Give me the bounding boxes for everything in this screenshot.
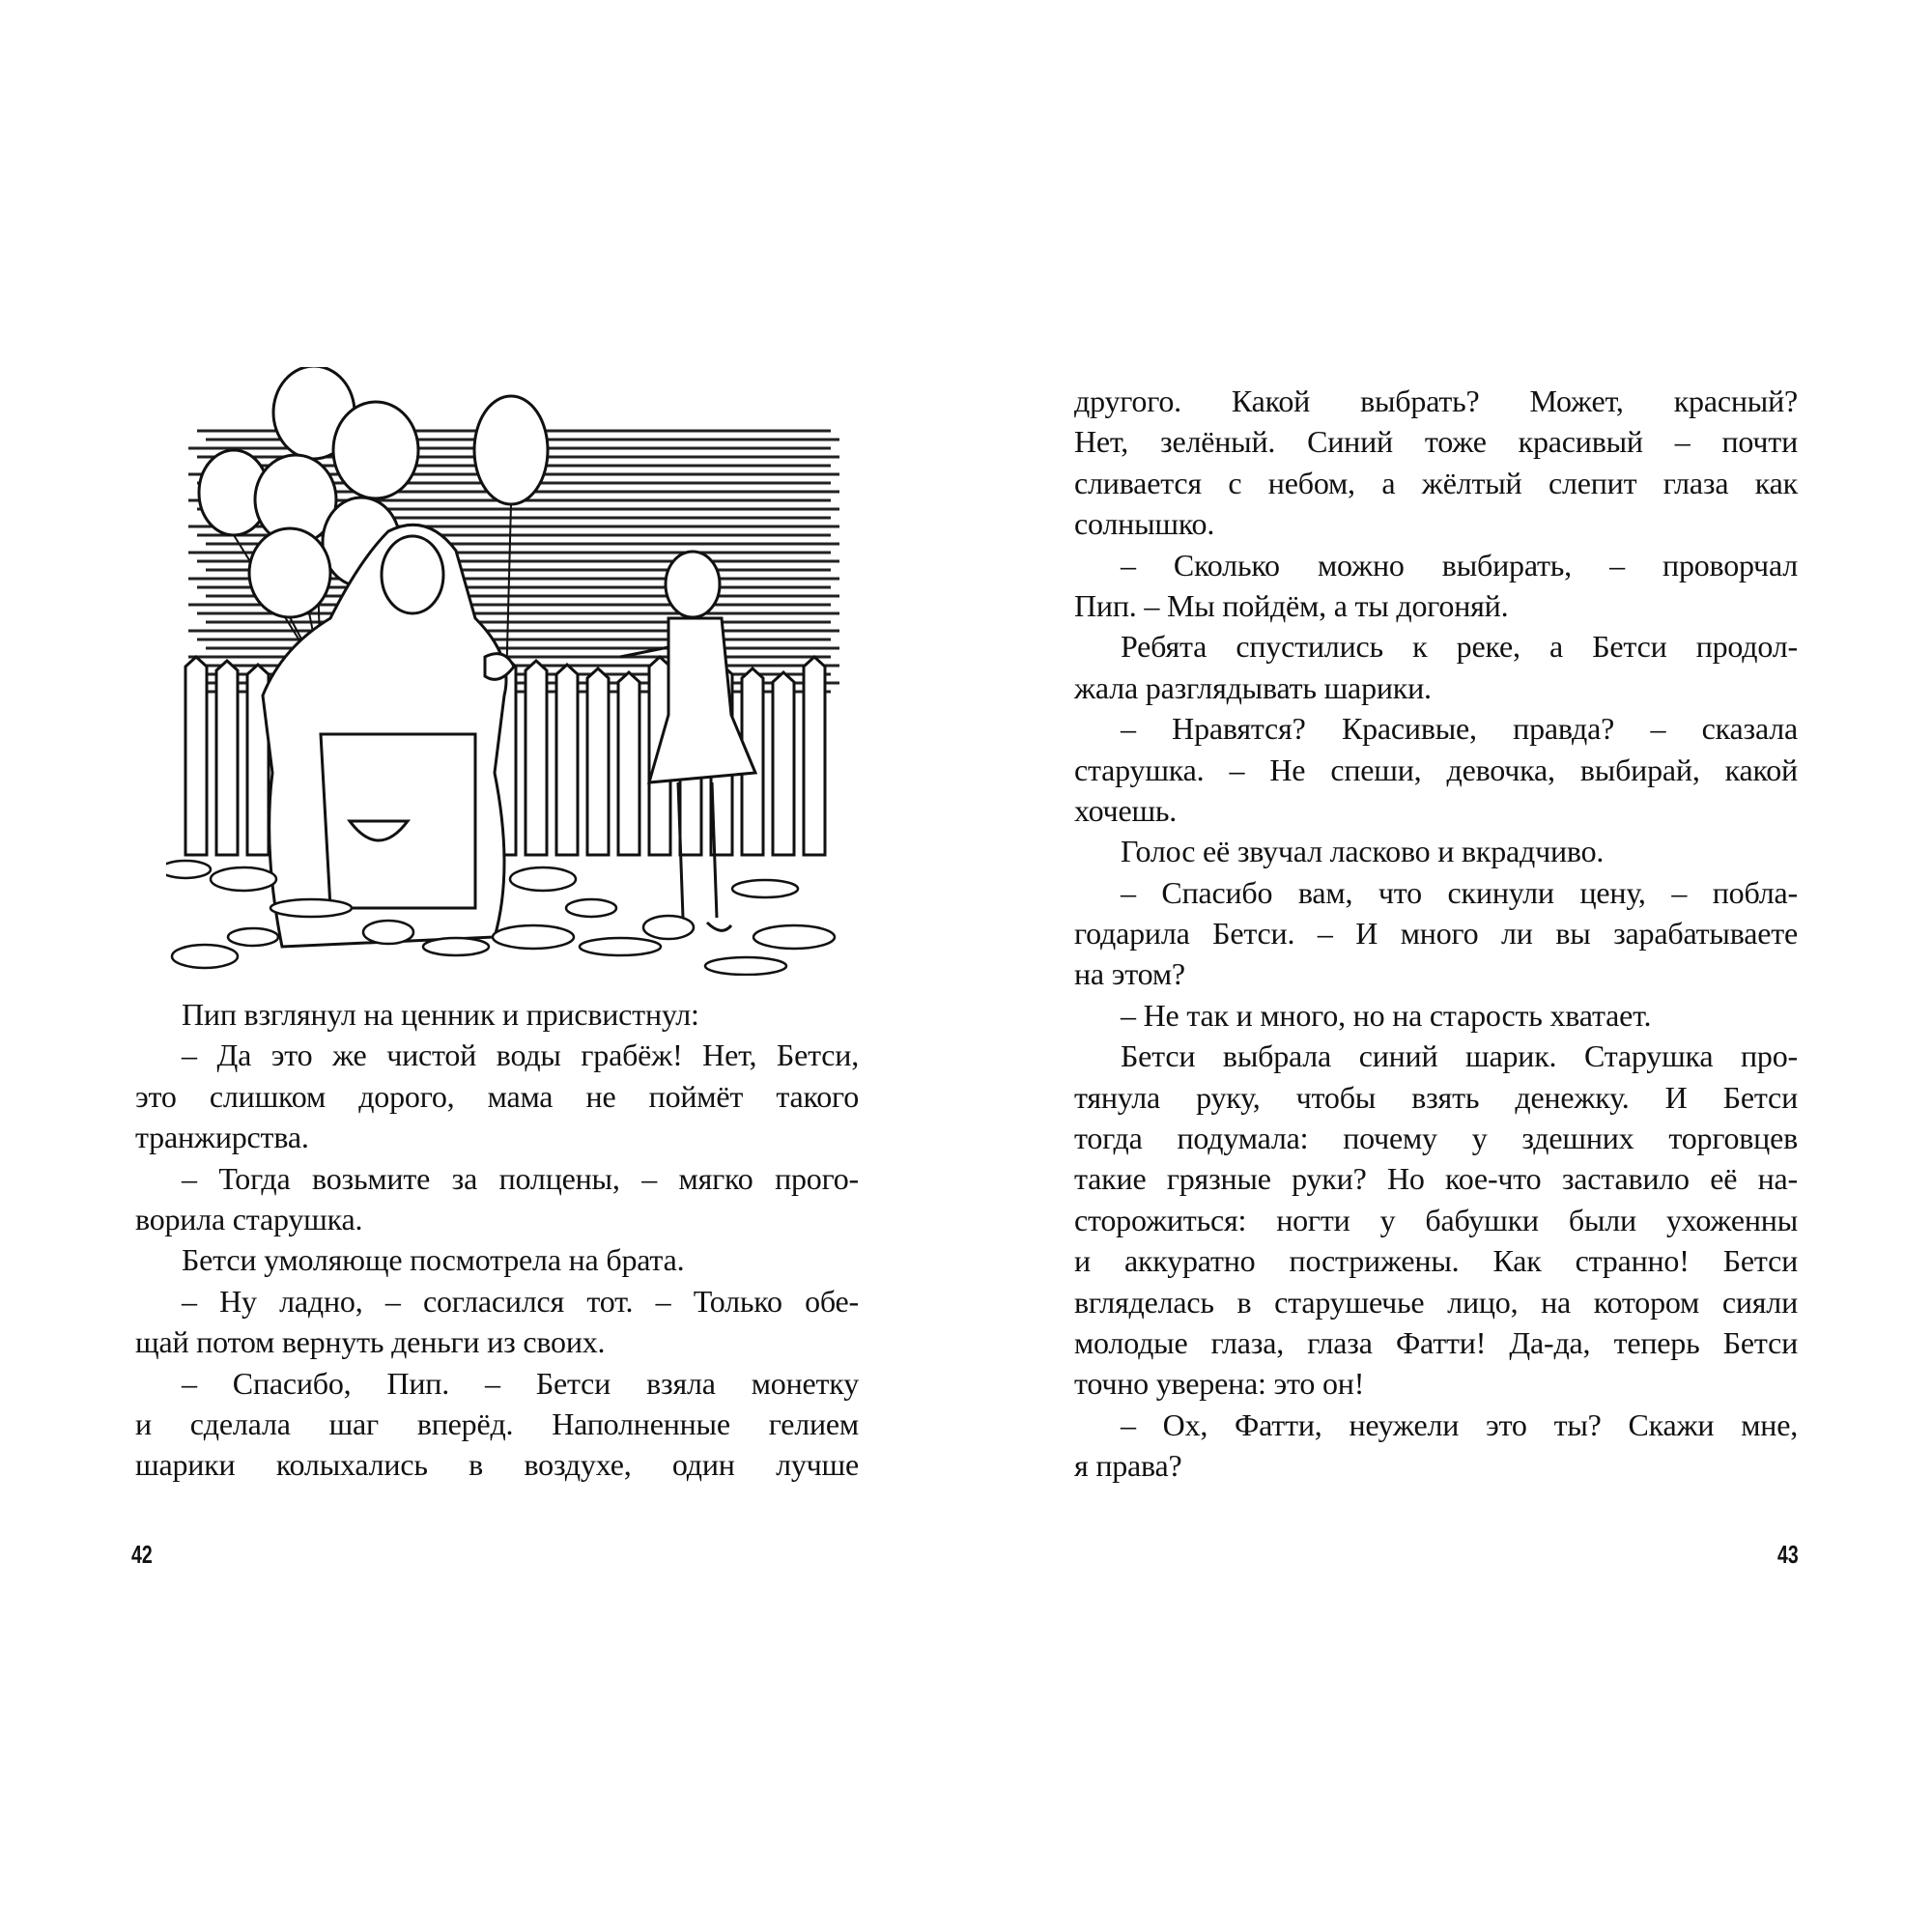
cobblestone [211,867,276,891]
text-line: молодые глаза, глаза Фатти! Да-да, теперь Бетси [1074,1324,1798,1360]
text-line: Бетси умоляюще посмотрела на брата. [182,1242,685,1278]
page-number-right: 43 [1777,1540,1799,1569]
balloon [249,528,330,617]
text-line: тянула руку, чтобы взять денежку. И Бетси [1074,1079,1798,1115]
text-line: Бетси выбрала синий шарик. Старушка про- [1121,1038,1798,1074]
text-line: – Да это же чистой воды грабёж! Нет, Бетси, [182,1037,859,1073]
cobblestone [270,899,352,917]
text-line: и аккуратно пострижены. Как странно! Бетси [1074,1243,1798,1279]
fence-board [804,657,825,855]
text-line: сторожиться: ногти у бабушки были ухоженны [1074,1202,1798,1237]
text-line: шарики колыхались в воздухе, один лучше [135,1447,859,1483]
text-line: хочешь. [1074,792,1178,828]
text-line: жала разглядывать шарики. [1074,669,1432,705]
text-line: Ребята спустились к реке, а Бетси продол- [1121,629,1798,665]
cobblestone [363,921,413,944]
cobblestone [423,938,489,955]
text-line: солнышко. [1074,506,1215,542]
right-page-text [1074,381,1798,1487]
text-line: вгляделась в старушечье лицо, на котором сияли [1074,1284,1798,1320]
text-line: и сделала шаг вперёд. Наполненные гелием [135,1406,859,1441]
text-line: – Ох, Фатти, неужели это ты? Скажи мне, [1121,1406,1798,1442]
cobblestone [643,916,694,939]
balloon [474,396,548,504]
text-line: Нет, зелёный. Синий тоже красивый – почти [1074,424,1798,460]
cobblestone [172,945,238,968]
text-line: – Сколько можно выбирать, – проворчал [1121,547,1798,582]
cobblestone [732,880,798,897]
text-line: годарила Бетси. – И много ли вы зарабатываете [1074,916,1798,952]
text-line: на этом? [1074,956,1185,992]
page-number-left: 42 [131,1540,153,1569]
text-line: – Тогда возьмите за полцены, – мягко прого- [182,1160,859,1196]
illustration-balloon-seller-and-girl [166,367,862,976]
text-line: – Спасибо вам, что скинули цену, – побла- [1121,874,1798,910]
text-line: точно уверена: это он! [1074,1366,1365,1402]
text-line: другого. Какой выбрать? Может, красный? [1074,384,1798,418]
cobblestone [510,867,576,891]
cobblestone [580,938,661,955]
text-line: это слишком дорого, мама не поймёт такого [135,1078,859,1114]
balloon [333,402,418,498]
text-line: ворила старушка. [135,1201,363,1236]
text-line: сливается с небом, а жёлтый слепит глаза как [1074,465,1798,500]
cobblestone [228,928,278,946]
cobblestone [493,925,574,949]
text-line: Пип взглянул на ценник и присвистнул: [182,997,699,1032]
fence-board [216,661,238,855]
text-line: Пип. – Мы пойдём, а ты догоняй. [1074,587,1509,623]
text-line: – Не так и много, но на старость хватает. [1121,997,1652,1033]
fence-board [618,672,639,855]
text-line: – Ну ладно, – согласился тот. – Только обе- [182,1283,859,1319]
fence-board [587,668,609,855]
text-line: транжирства. [135,1120,309,1155]
text-line: такие грязные руки? Но кое-что заставило её на- [1074,1161,1798,1197]
fence-board [526,661,547,855]
cobblestone [705,957,786,975]
cobblestone [166,861,211,878]
text-line: – Спасибо, Пип. – Бетси взяла монетку [182,1365,859,1401]
text-line: Голос её звучал ласково и вкрадчиво. [1121,834,1605,869]
text-line: щай потом вернуть деньги из своих. [135,1324,606,1360]
text-line: я права? [1074,1448,1182,1484]
fence-board [556,665,578,855]
cobblestone [753,925,835,949]
text-line: – Нравятся? Красивые, правда? – сказала [1121,711,1798,747]
text-line: тогда подумала: почему у здешних торговцев [1074,1121,1798,1156]
left-page-text [135,994,859,1486]
fence-board [773,672,794,855]
text-line: старушка. – Не спеши, девочка, выбирай, какой [1074,752,1798,787]
fence-board [185,657,207,855]
cobblestone [566,899,616,917]
